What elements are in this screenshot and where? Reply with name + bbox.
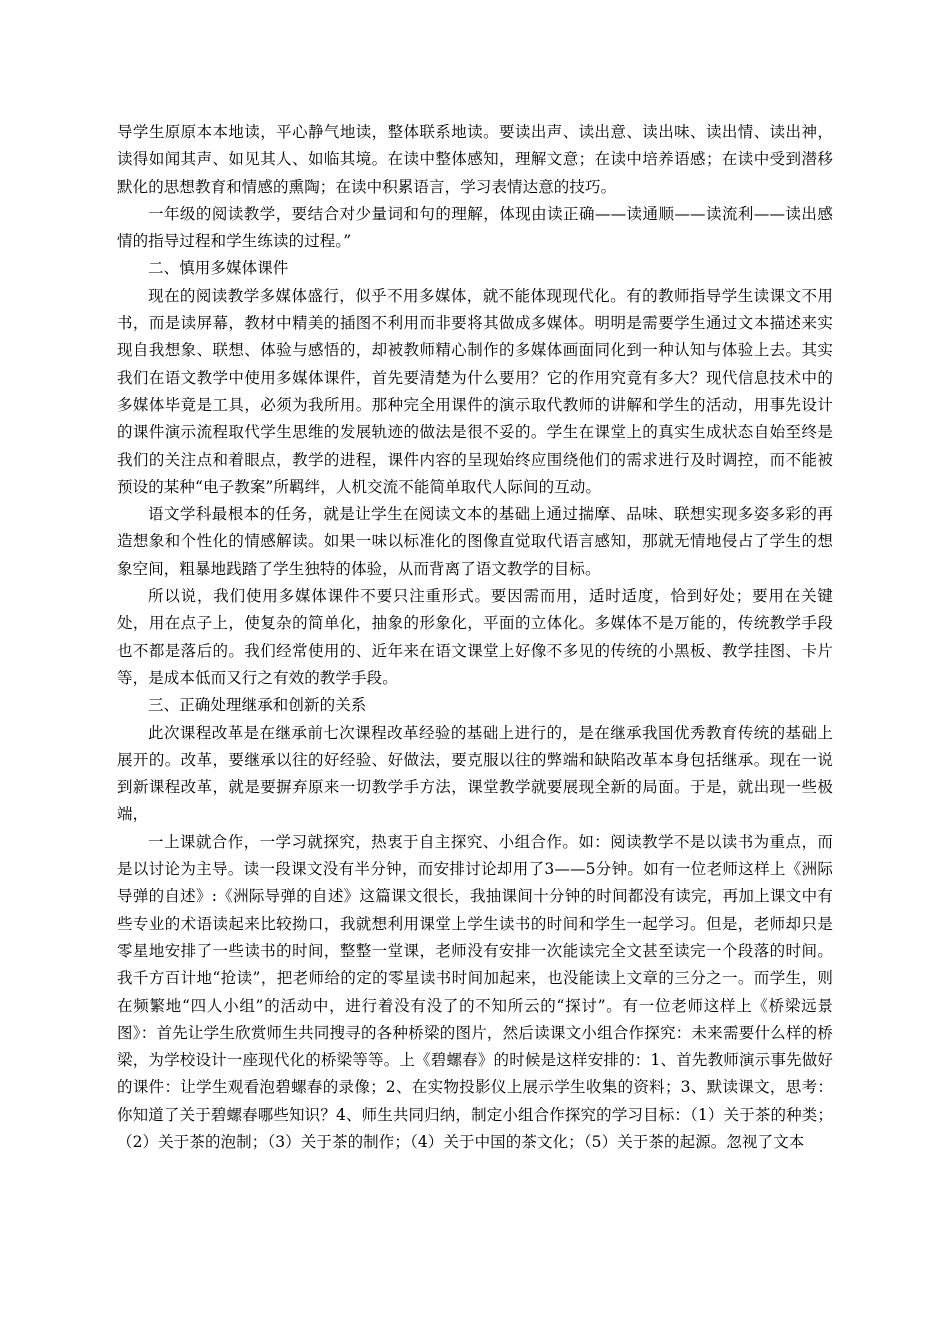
paragraph-first-grade-reading: 一年级的阅读教学，要结合对少量词和句的理解，体现由读正确——读通顺——读流利——读出感情的指导过程和学生练读的过程。”: [117, 204, 833, 251]
paragraph-reading-guidance: 导学生原原本本地读，平心静气地读，整体联系地读。要读出声、读出意、读出味、读出情、读出神，读得如闻其声、如见其人、如临其境。在读中整体感知，理解文意；在读中培养语感；在读中受到潜移默化的思想教育和情感的熏陶；在读中积累语言，学习表情达意的技巧。: [117, 123, 833, 196]
document-page: [117, 119, 833, 1156]
paragraph-cooperation-inquiry: 一上课就合作，一学习就探究，热衷于自主探究、小组合作。如：阅读教学不是以读书为重点，而是以讨论为主导。读一段课文没有半分钟，而安排讨论却用了3——5分钟。如有一位老师这样上《洲际导弹的自述》:《洲际导弹的自述》这篇课文很长，我抽课间十分钟的时间都没有读完，再加上课文中有些专业的术语读起来比较拗口，我就想利用课堂上学生读书的时间和学生一起学习。但是，老师却只是零星地安排了一些读书的时间，整整一堂课，老师没有安排一次能读完全文甚至读完一个段落的时间。我千方百计地“抢读”，把老师给的定的零星读书时间加起来，也没能读上文章的三分之一。而学生，则在频繁地“四人小组”的活动中，进行着没有没了的不知所云的“探讨”。有一位老师这样上《桥梁远景图》：首先让学生欣赏师生共同搜寻的各种桥梁的图片，然后读课文小组合作探究：未来需要什么样的桥梁，为学校设计一座现代化的桥梁等等。上《碧螺春》的时候是这样安排的：1、首先教师演示事先做好的课件：让学生观看泡碧螺春的录像；2、在实物投影仪上展示学生收集的资料；3、默读课文，思考：你知道了关于碧螺春哪些知识？4、师生共同归纳，制定小组合作探究的学习目标：（1）关于茶的种类；（2）关于茶的泡制；（3）关于茶的制作；（4）关于中国的茶文化；（5）关于茶的起源。忽视了文本: [117, 832, 833, 1151]
section-heading-multimedia: 二、慎用多媒体课件: [148, 259, 289, 278]
paragraph-multimedia-trend: 现在的阅读教学多媒体盛行，似乎不用多媒体，就不能体现现代化。有的教师指导学生读课文不用书，而是读屏幕，教材中精美的插图不利用而非要将其做成多媒体。明明是需要学生通过文本描述来实现自我想象、联想、体验与感悟的，却被教师精心制作的多媒体画面同化到一种认知与体验上去。其实我们在语文教学中使用多媒体课件，首先要清楚为什么要用？它的作用究竟有多大？现代信息技术中的多媒体毕竟是工具，必须为我所用。那种完全用课件的演示取代教师的讲解和学生的活动，用事先设计的课件演示流程取代学生思维的发展轨迹的做法是很不妥的。学生在课堂上的真实生成状态自始至终是我们的关注点和着眼点，教学的进程，课件内容的呈现始终应围绕他们的需求进行及时调控，而不能被预设的某种“电子教案”所羁绊，人机交流不能简单取代人际间的互动。: [117, 286, 833, 496]
paragraph-chinese-subject-task: 语文学科最根本的任务，就是让学生在阅读文本的基础上通过揣摩、品味、联想实现多姿多彩的再造想象和个性化的情感解读。如果一味以标准化的图像直觉取代语言感知，那就无情地侵占了学生的想象空间，粗暴地践踏了学生独特的体验，从而背离了语文教学的目标。: [117, 505, 833, 578]
section-heading-inheritance-innovation: 三、正确处理继承和创新的关系: [148, 696, 367, 715]
paragraph-use-multimedia: 所以说，我们使用多媒体课件不要只注重形式。要因需而用，适时适度，恰到好处；要用在关键处，用在点子上，使复杂的简单化，抽象的形象化，平面的立体化。多媒体不是万能的，传统教学手段也不都是落后的。我们经常使用的、近年来在语文课堂上好像不多见的传统的小黑板、教学挂图、卡片等，是成本低而又行之有效的教学手段。: [117, 587, 833, 687]
paragraph-curriculum-reform: 此次课程改革是在继承前七次课程改革经验的基础上进行的，是在继承我国优秀教育传统的基础上展开的。改革，要继承以往的好经验、好做法，要克服以往的弊端和缺陷改革本身包括继承。现在一说到新课程改革，就是要摒弃原来一切教学手方法，课堂教学就要展现全新的局面。于是，就出现一些极端，: [117, 723, 833, 824]
